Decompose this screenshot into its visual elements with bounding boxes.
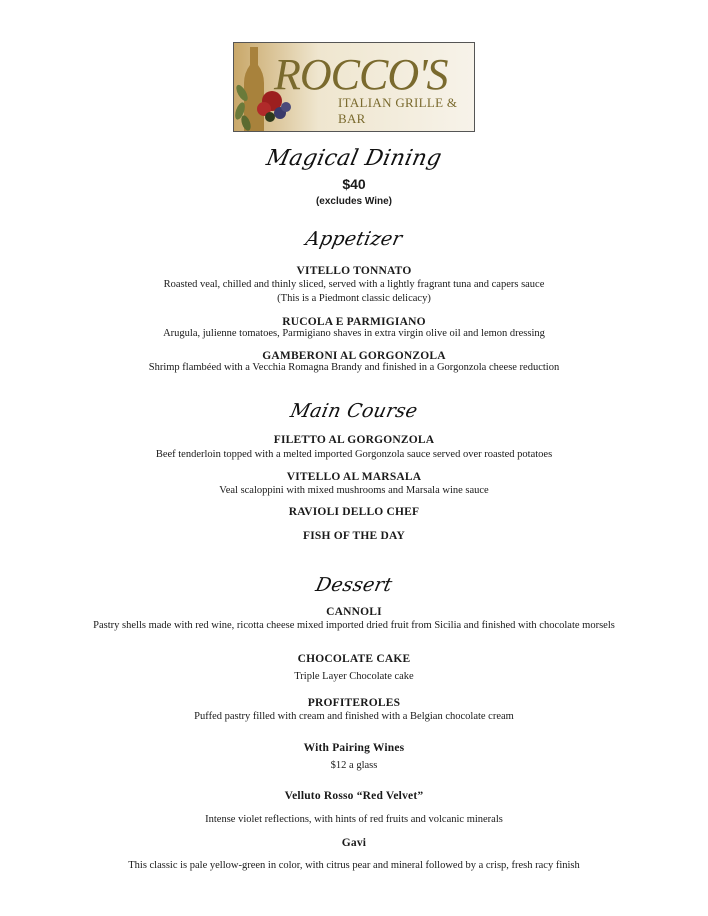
menu-price: $40 — [342, 176, 366, 192]
main-item-1-name: FILETTO AL GORGONZOLA — [273, 434, 435, 446]
main-item-4-name: FISH OF THE DAY — [303, 530, 405, 542]
appetizer-item-2-desc: Arugula, julienne tomatoes, Parmigiano shaves in extra virgin olive oil and lemon dressing — [163, 328, 545, 339]
dessert-item-1-desc: Pastry shells made with red wine, ricotta cheese mixed imported dried fruit from Sicilia and finished with chocolate morsels — [93, 620, 615, 631]
appetizer-item-1-desc2: (This is a Piedmont classic delicacy) — [277, 293, 431, 304]
main-item-2-desc: Veal scaloppini with mixed mushrooms and Marsala wine sauce — [219, 485, 489, 496]
dessert-heading: Dessert — [313, 574, 395, 596]
main-item-3-name: RAVIOLI DELLO CHEF — [288, 506, 420, 518]
wines-price: $12 a glass — [330, 760, 378, 771]
wine-item-2-desc: This classic is pale yellow-green in color, with citrus pear and mineral followed by a crisp, fresh racy finish — [128, 860, 580, 871]
logo-wordmark: ROCCO'S — [274, 50, 448, 99]
appetizer-item-1-desc: Roasted veal, chilled and thinly sliced, served with a lightly fragrant tuna and capers sauce — [163, 279, 545, 290]
menu-title: Magical Dining — [264, 146, 444, 171]
appetizer-heading: Appetizer — [303, 228, 405, 250]
appetizer-item-3-desc: Shrimp flambéed with a Vecchia Romagna Brandy and finished in a Gorgonzola cheese reduction — [148, 362, 560, 373]
main-course-heading: Main Course — [288, 400, 420, 422]
wines-heading: With Pairing Wines — [303, 742, 405, 754]
main-item-1-desc: Beef tenderloin topped with a melted imported Gorgonzola sauce served over roasted potatoes — [155, 449, 553, 460]
wine-item-1-desc: Intense violet reflections, with hints of red fruits and volcanic minerals — [205, 814, 503, 825]
main-item-2-name: VITELLO AL MARSALA — [286, 471, 422, 483]
logo-subtitle: ITALIAN GRILLE & BAR — [338, 95, 458, 126]
dessert-item-1-name: CANNOLI — [326, 606, 382, 618]
restaurant-logo — [233, 42, 475, 132]
dessert-item-3-name: PROFITEROLES — [307, 697, 401, 709]
wine-item-1-name: Velluto Rosso “Red Velvet” — [284, 790, 424, 802]
wine-item-2-name: Gavi — [341, 837, 367, 849]
price-note: (excludes Wine) — [315, 196, 393, 207]
dessert-item-2-name: CHOCOLATE CAKE — [297, 653, 411, 665]
appetizer-item-3-name: GAMBERONI AL GORGONZOLA — [262, 350, 446, 362]
dessert-item-3-desc: Puffed pastry filled with cream and finished with a Belgian chocolate cream — [194, 711, 514, 722]
appetizer-item-1-name: VITELLO TONNATO — [296, 265, 412, 277]
dessert-item-2-desc: Triple Layer Chocolate cake — [294, 671, 414, 682]
appetizer-item-2-name: RUCOLA E PARMIGIANO — [282, 316, 426, 328]
